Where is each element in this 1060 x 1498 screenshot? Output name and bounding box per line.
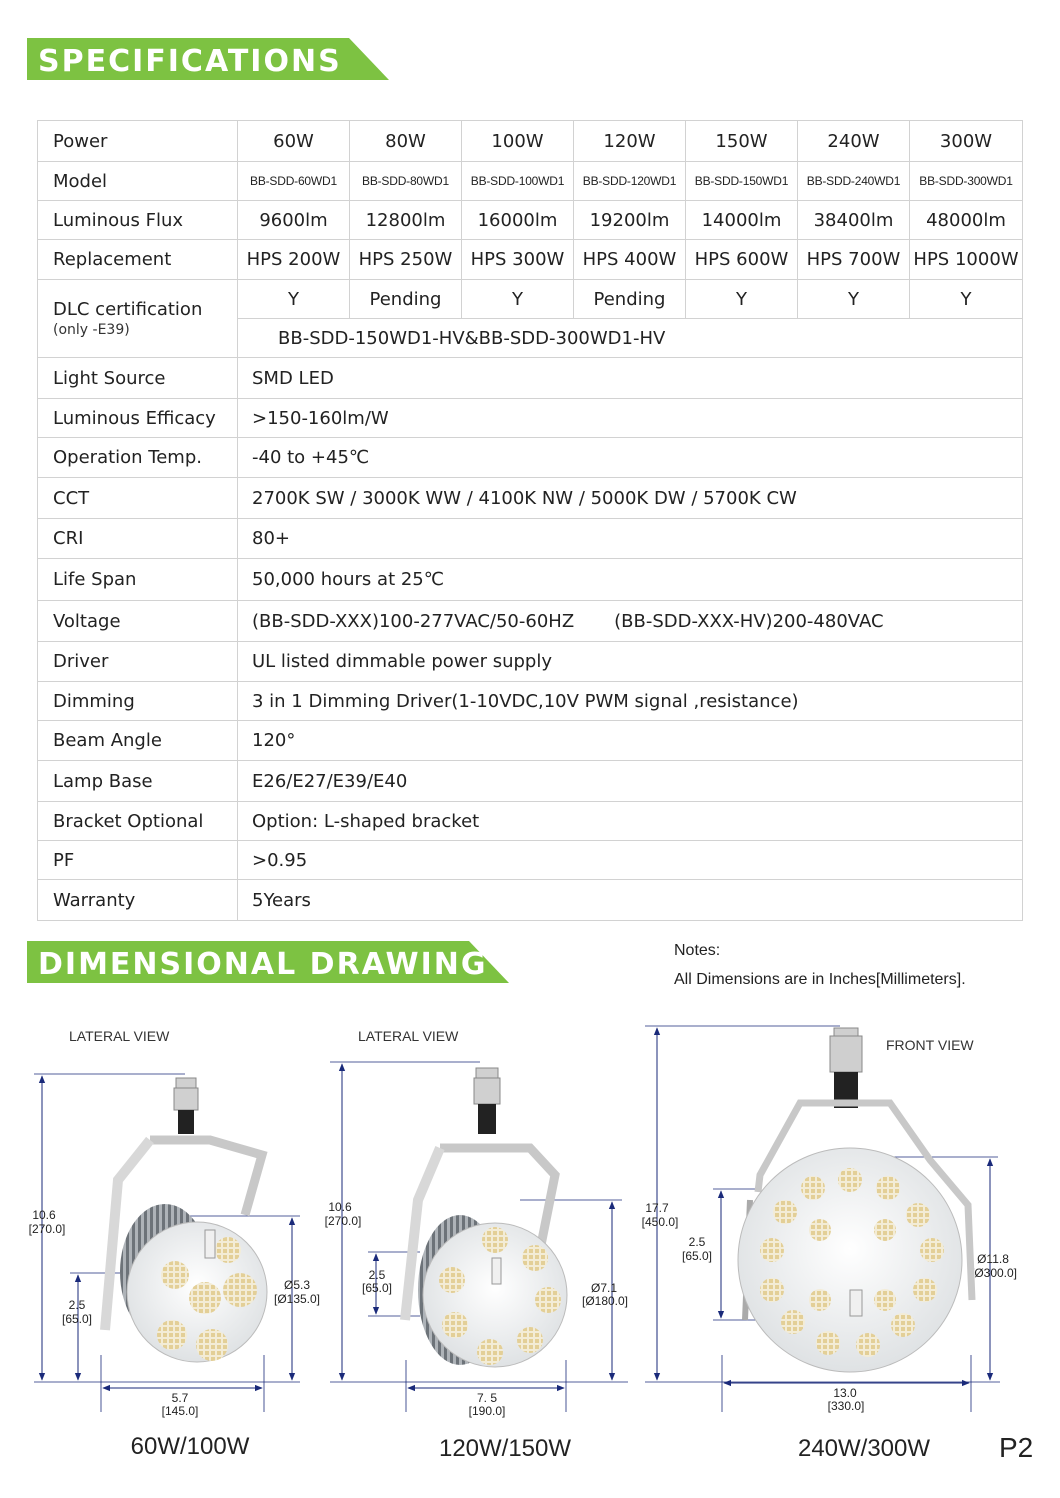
width-value: 7. 5 bbox=[476, 1391, 498, 1405]
led-cluster bbox=[157, 1320, 187, 1350]
diameter-value-mm: [Ø180.0] bbox=[581, 1294, 629, 1308]
led-cluster bbox=[801, 1176, 825, 1200]
offset-value-mm: [65.0] bbox=[681, 1249, 713, 1263]
table-cell: BB-SDD-150WD1-HV&BB-SDD-300WD1-HV bbox=[238, 319, 1023, 358]
table-row-dlc bbox=[38, 280, 1023, 319]
led-cluster bbox=[906, 1203, 930, 1227]
table-row-flux bbox=[38, 201, 1023, 240]
led-cluster bbox=[891, 1313, 915, 1337]
diameter-value: Ø7.1 bbox=[590, 1281, 618, 1295]
width-value-mm: [190.0] bbox=[468, 1404, 506, 1418]
notes bbox=[674, 936, 966, 994]
diameter-value-mm: [Ø135.0] bbox=[273, 1292, 321, 1306]
table-cell: E26/E27/E39/E40 bbox=[238, 761, 1023, 802]
led-cluster bbox=[477, 1339, 503, 1365]
height-value-mm: [270.0] bbox=[28, 1222, 66, 1236]
table-cell: -40 to +45℃ bbox=[238, 438, 1023, 478]
table-cell: 16000lm bbox=[462, 201, 574, 240]
screw-base bbox=[174, 1078, 198, 1110]
specifications-table bbox=[37, 120, 1023, 921]
table-cell: 80W bbox=[350, 121, 462, 162]
table-cell: HPS 250W bbox=[350, 240, 462, 280]
led-cluster bbox=[760, 1278, 784, 1302]
table-row-efficacy bbox=[38, 399, 1023, 438]
drawing-caption: 240W/300W bbox=[797, 1435, 931, 1462]
page-number: P2 bbox=[999, 1432, 1034, 1463]
row-label: Light Source bbox=[38, 358, 238, 399]
led-cluster bbox=[838, 1168, 862, 1192]
row-label: Model bbox=[38, 162, 238, 201]
row-label: Replacement bbox=[38, 240, 238, 280]
led-cluster bbox=[876, 1176, 900, 1200]
notes-title: Notes: bbox=[674, 942, 721, 959]
height-value: 17.7 bbox=[645, 1201, 669, 1215]
table-cell: HPS 600W bbox=[686, 240, 798, 280]
wire-connector bbox=[492, 1258, 501, 1284]
diameter-value-mm: [Ø300.0] bbox=[970, 1266, 1018, 1280]
row-label: Warranty bbox=[38, 880, 238, 921]
table-row-cct bbox=[38, 478, 1023, 519]
width-value: 5.7 bbox=[171, 1391, 189, 1405]
led-cluster bbox=[161, 1261, 189, 1289]
table-cell: HPS 300W bbox=[462, 240, 574, 280]
row-label: Lamp Base bbox=[38, 761, 238, 802]
table-row-voltage bbox=[38, 601, 1023, 642]
table-cell: SMD LED bbox=[238, 358, 1023, 399]
row-label: Luminous Flux bbox=[38, 201, 238, 240]
width-value-mm: [145.0] bbox=[161, 1404, 199, 1418]
led-cluster bbox=[439, 1267, 465, 1293]
table-cell: Y bbox=[686, 280, 798, 319]
led-cluster bbox=[874, 1289, 896, 1311]
led-cluster bbox=[809, 1219, 831, 1241]
row-label: Life Span bbox=[38, 559, 238, 601]
led-cluster bbox=[535, 1287, 561, 1313]
table-cell: 38400lm bbox=[798, 201, 910, 240]
table-cell: HPS 700W bbox=[798, 240, 910, 280]
table-cell: HPS 1000W bbox=[910, 240, 1023, 280]
led-cluster bbox=[760, 1238, 784, 1262]
table-cell: Y bbox=[238, 280, 350, 319]
table-cell: 240W bbox=[798, 121, 910, 162]
screw-base bbox=[474, 1068, 500, 1104]
table-cell: 300W bbox=[910, 121, 1023, 162]
drawing-120w-150w bbox=[325, 1028, 628, 1462]
row-label: CRI bbox=[38, 519, 238, 559]
table-cell: 14000lm bbox=[686, 201, 798, 240]
table-row-cri bbox=[38, 519, 1023, 559]
view-label: LATERAL VIEW bbox=[69, 1028, 170, 1044]
led-cluster bbox=[816, 1331, 840, 1355]
table-cell: Option: L-shaped bracket bbox=[238, 802, 1023, 841]
table-cell: Y bbox=[798, 280, 910, 319]
table-row-beam bbox=[38, 721, 1023, 761]
offset-value: 2.5 bbox=[68, 1298, 86, 1312]
table-cell: Y bbox=[462, 280, 574, 319]
wire-connector bbox=[205, 1230, 215, 1258]
row-label: Operation Temp. bbox=[38, 438, 238, 478]
width-value: 13.0 bbox=[833, 1386, 857, 1400]
table-row-life bbox=[38, 559, 1023, 601]
height-value-mm: [270.0] bbox=[324, 1214, 362, 1228]
row-label-dlc bbox=[38, 280, 238, 358]
table-row-warranty bbox=[38, 880, 1023, 921]
drawing-240w-300w bbox=[642, 1026, 1017, 1462]
row-label: Beam Angle bbox=[38, 721, 238, 761]
table-cell: BB-SDD-80WD1 bbox=[350, 162, 462, 201]
specifications-banner bbox=[27, 38, 389, 80]
view-label: LATERAL VIEW bbox=[358, 1028, 459, 1044]
led-cluster bbox=[856, 1333, 880, 1357]
led-cluster bbox=[874, 1219, 896, 1241]
wire-connector bbox=[850, 1290, 862, 1316]
table-cell: BB-SDD-240WD1 bbox=[798, 162, 910, 201]
width-value-mm: [330.0] bbox=[827, 1399, 865, 1413]
voltage-value-hv: (BB-SDD-XXX-HV)200-480VAC bbox=[614, 610, 884, 632]
table-row-replacement bbox=[38, 240, 1023, 280]
led-cluster bbox=[781, 1310, 805, 1334]
view-label: FRONT VIEW bbox=[886, 1037, 974, 1053]
led-cluster bbox=[215, 1237, 241, 1263]
row-label: CCT bbox=[38, 478, 238, 519]
row-label: DLC certification bbox=[53, 299, 203, 320]
screw-base bbox=[830, 1028, 862, 1072]
offset-value-mm: [65.0] bbox=[61, 1312, 93, 1326]
table-cell: UL listed dimmable power supply bbox=[238, 642, 1023, 682]
led-cluster bbox=[773, 1200, 797, 1224]
led-cluster bbox=[913, 1278, 937, 1302]
specifications-title: SPECIFICATIONS bbox=[38, 44, 342, 79]
dimensional-drawings bbox=[0, 1010, 1060, 1498]
table-row-light-source bbox=[38, 358, 1023, 399]
notes-text: All Dimensions are in Inches[Millimeters]. bbox=[674, 971, 966, 988]
table-cell: 80+ bbox=[238, 519, 1023, 559]
height-value: 10.6 bbox=[328, 1200, 352, 1214]
led-cluster bbox=[189, 1282, 221, 1314]
table-cell: 3 in 1 Dimming Driver(1-10VDC,10V PWM signal ,resistance) bbox=[238, 682, 1023, 721]
height-value: 10.6 bbox=[32, 1208, 56, 1222]
led-cluster bbox=[517, 1327, 543, 1353]
lamp-image-240w bbox=[738, 1028, 972, 1372]
table-row-driver bbox=[38, 642, 1023, 682]
table-cell: 5Years bbox=[238, 880, 1023, 921]
table-cell: 9600lm bbox=[238, 201, 350, 240]
led-cluster bbox=[522, 1245, 548, 1271]
row-sublabel: (only -E39) bbox=[53, 322, 130, 338]
row-label: Voltage bbox=[38, 601, 238, 642]
row-label: Bracket Optional bbox=[38, 802, 238, 841]
table-cell: BB-SDD-100WD1 bbox=[462, 162, 574, 201]
row-label: PF bbox=[38, 841, 238, 880]
led-cluster bbox=[223, 1273, 257, 1307]
table-cell: 60W bbox=[238, 121, 350, 162]
drawing-60w-100w bbox=[29, 1028, 320, 1460]
voltage-value: (BB-SDD-XXX)100-277VAC/50-60HZ bbox=[252, 610, 575, 632]
table-cell: 2700K SW / 3000K WW / 4100K NW / 5000K DW / 5700K CW bbox=[238, 478, 1023, 519]
table-row-op-temp bbox=[38, 438, 1023, 478]
diameter-value: Ø11.8 bbox=[977, 1252, 1009, 1266]
offset-value: 2.5 bbox=[368, 1268, 386, 1282]
table-row-base bbox=[38, 761, 1023, 802]
table-cell-voltage bbox=[238, 601, 1023, 642]
table-cell: 48000lm bbox=[910, 201, 1023, 240]
drawing-caption: 60W/100W bbox=[130, 1433, 250, 1460]
dimensional-drawing-title: DIMENSIONAL DRAWING bbox=[38, 947, 488, 982]
table-row-pf bbox=[38, 841, 1023, 880]
table-cell: 19200lm bbox=[574, 201, 686, 240]
table-cell: BB-SDD-120WD1 bbox=[574, 162, 686, 201]
table-cell: Pending bbox=[350, 280, 462, 319]
led-cluster bbox=[442, 1312, 468, 1338]
lamp-neck bbox=[478, 1104, 496, 1134]
drawing-caption: 120W/150W bbox=[438, 1435, 572, 1462]
table-cell: HPS 400W bbox=[574, 240, 686, 280]
table-row-model bbox=[38, 162, 1023, 201]
table-cell: Pending bbox=[574, 280, 686, 319]
table-row-bracket bbox=[38, 802, 1023, 841]
table-cell: 150W bbox=[686, 121, 798, 162]
lamp-image-60w bbox=[105, 1078, 267, 1362]
led-cluster bbox=[809, 1289, 831, 1311]
table-cell: >0.95 bbox=[238, 841, 1023, 880]
table-row-power bbox=[38, 121, 1023, 162]
table-cell: Y bbox=[910, 280, 1023, 319]
offset-value: 2.5 bbox=[688, 1235, 706, 1249]
led-cluster bbox=[196, 1329, 228, 1361]
table-cell: 120° bbox=[238, 721, 1023, 761]
table-cell: 120W bbox=[574, 121, 686, 162]
table-cell: >150-160lm/W bbox=[238, 399, 1023, 438]
offset-value-mm: [65.0] bbox=[361, 1281, 393, 1295]
dimensional-drawing-banner bbox=[27, 941, 509, 983]
led-cluster bbox=[920, 1238, 944, 1262]
height-value-mm: [450.0] bbox=[641, 1215, 679, 1229]
table-row-dimming bbox=[38, 682, 1023, 721]
table-cell: 12800lm bbox=[350, 201, 462, 240]
table-cell: BB-SDD-60WD1 bbox=[238, 162, 350, 201]
row-label: Luminous Efficacy bbox=[38, 399, 238, 438]
table-cell: BB-SDD-300WD1 bbox=[910, 162, 1023, 201]
row-label: Dimming bbox=[38, 682, 238, 721]
led-cluster bbox=[482, 1227, 508, 1253]
bracket bbox=[150, 1140, 262, 1215]
row-label: Power bbox=[38, 121, 238, 162]
lamp-neck bbox=[178, 1110, 194, 1134]
table-cell: 50,000 hours at 25℃ bbox=[238, 559, 1023, 601]
row-label: Driver bbox=[38, 642, 238, 682]
table-cell: BB-SDD-150WD1 bbox=[686, 162, 798, 201]
lamp-image-120w bbox=[405, 1068, 567, 1367]
diameter-value: Ø5.3 bbox=[283, 1278, 311, 1292]
table-cell: 100W bbox=[462, 121, 574, 162]
table-cell: HPS 200W bbox=[238, 240, 350, 280]
